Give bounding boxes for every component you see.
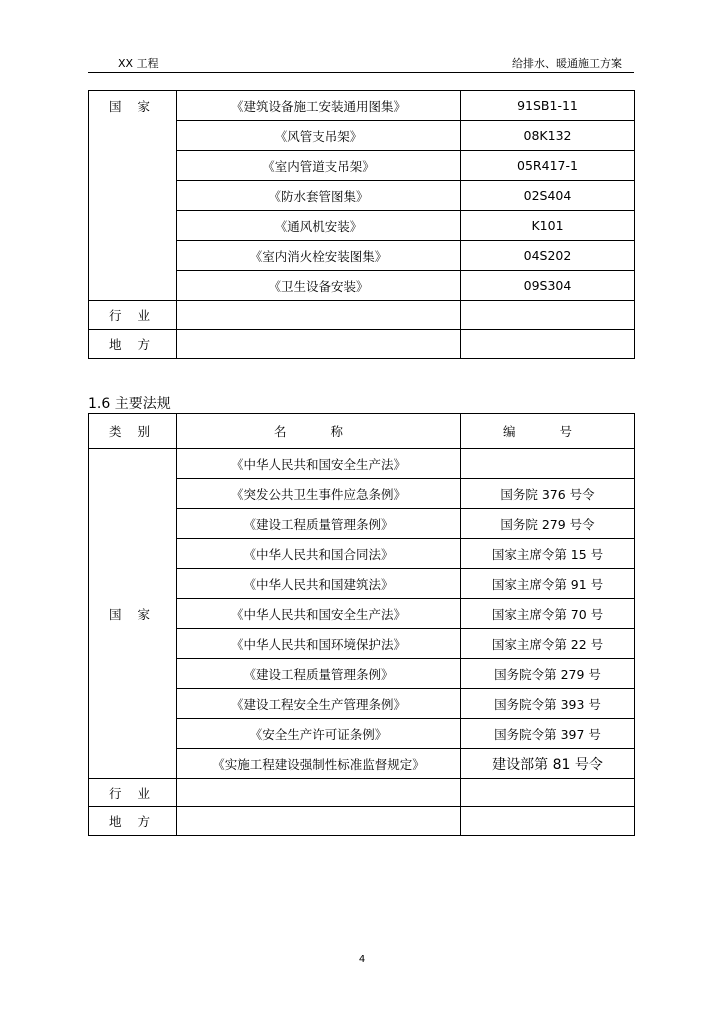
empty-cell [461,330,635,359]
table-row [89,330,635,359]
regulation-name: 《建设工程质量管理条例》 [177,659,461,689]
regulation-name: 《安全生产许可证条例》 [177,719,461,749]
standard-name: 《室内管道支吊架》 [177,151,461,181]
header-code: 编 号 [461,414,635,449]
regulation-name: 《建设工程安全生产管理条例》 [177,689,461,719]
category-national: 国 家 [89,449,177,779]
regulation-code: 国务院 279 号令 [461,509,635,539]
table-row [89,807,635,836]
category-industry: 行 业 [89,779,177,807]
table-row [89,779,635,807]
category-industry: 行 业 [89,301,177,330]
standard-code: 02S404 [461,181,635,211]
empty-cell [177,301,461,330]
standard-code: 91SB1-11 [461,91,635,121]
category-national: 国 家 [89,91,177,301]
regulation-code: 国务院令第 393 号 [461,689,635,719]
standard-name: 《风管支吊架》 [177,121,461,151]
page-header [88,50,634,73]
regulations-table [88,413,635,836]
standard-code: K101 [461,211,635,241]
regulation-name: 《建设工程质量管理条例》 [177,509,461,539]
regulation-name: 《中华人民共和国合同法》 [177,539,461,569]
empty-cell [177,330,461,359]
header-name: 名 称 [177,414,461,449]
empty-cell [461,779,635,807]
standard-name: 《室内消火栓安装图集》 [177,241,461,271]
regulation-code: 国家主席令第 70 号 [461,599,635,629]
standard-code: 09S304 [461,271,635,301]
regulation-name: 《中华人民共和国建筑法》 [177,569,461,599]
header-project-name: XX 工程 [118,57,159,70]
empty-cell [177,779,461,807]
regulation-name: 《中华人民共和国环境保护法》 [177,629,461,659]
table-row [89,91,635,121]
empty-cell [461,301,635,330]
standard-name: 《通风机安装》 [177,211,461,241]
page-number: 4 [358,954,366,965]
regulation-code: 建设部第 81 号令 [461,749,635,779]
empty-cell [177,807,461,836]
table-row [89,301,635,330]
header-category: 类 别 [89,414,177,449]
standards-table [88,90,635,359]
table-row [89,449,635,479]
standard-code: 05R417-1 [461,151,635,181]
standard-code: 04S202 [461,241,635,271]
section-title: 1.6 主要法规 [88,396,171,412]
empty-cell [461,807,635,836]
regulation-code [461,449,635,479]
table-header-row [89,414,635,449]
regulation-code: 国家主席令第 91 号 [461,569,635,599]
regulation-name: 《中华人民共和国安全生产法》 [177,599,461,629]
category-local: 地 方 [89,807,177,836]
regulation-name: 《实施工程建设强制性标准监督规定》 [177,749,461,779]
standard-name: 《卫生设备安装》 [177,271,461,301]
regulation-name: 《中华人民共和国安全生产法》 [177,449,461,479]
regulation-name: 《突发公共卫生事件应急条例》 [177,479,461,509]
regulation-code: 国家主席令第 15 号 [461,539,635,569]
standard-name: 《建筑设备施工安装通用图集》 [177,91,461,121]
category-local: 地 方 [89,330,177,359]
standard-name: 《防水套管图集》 [177,181,461,211]
regulation-code: 国务院令第 279 号 [461,659,635,689]
header-document-title: 给排水、暖通施工方案 [512,57,622,70]
standard-code: 08K132 [461,121,635,151]
regulation-code: 国家主席令第 22 号 [461,629,635,659]
regulation-code: 国务院令第 397 号 [461,719,635,749]
regulation-code: 国务院 376 号令 [461,479,635,509]
